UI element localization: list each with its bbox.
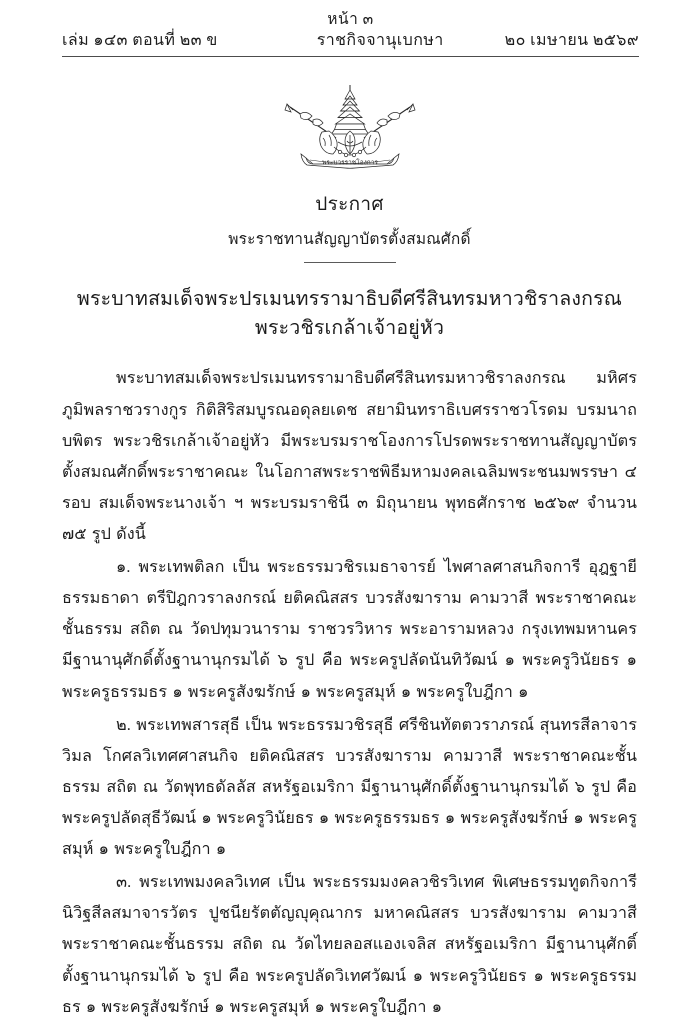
header-divider (62, 56, 639, 57)
appointment-item-1: ๑. พระเทพติลก เป็น พระธรรมวชิรเมธาจารย์ ไพศาลศาสนกิจการี อุฎฐายีธรรมธาดา ตรีปิฎกวราลงกรณ์ ยติคณิสสร บวรสังฆาราม คามวาสี พระราชาคณะชั้นธรรม สถิต ณ วัดปทุมวนาราม ราชวรวิหาร พระอารามหลวง กรุงเทพมหานคร มีฐานานุศักดิ์ตั้งฐานานุกรมได้ ๖ รูป คือ พระครูปลัดนันทิวัฒน์ ๑ พระครูวินัยธร ๑ พระครูธรรมธร ๑ พระครูสังฆรักษ์ ๑ พระครูสมุห์ ๑ พระครูใบฎีกา ๑ (62, 558, 637, 701)
title-divider (304, 262, 396, 263)
announcement-heading: ประกาศ (315, 193, 384, 215)
document-body (0, 363, 699, 1022)
royal-name-block (0, 285, 699, 344)
volume-issue-label: เล่ม ๑๔๓ ตอนที่ ๒๓ ข (62, 32, 218, 50)
emblem-container (0, 79, 699, 175)
royal-name-line-1: พระบาทสมเด็จพระปรเมนทรรามาธิบดีศรีสินทรมหาวชิราลงกรณ (76, 288, 623, 310)
announcement-subheading: พระราชทานสัญญาบัตรตั้งสมณศักดิ์ (228, 230, 471, 248)
emblem-banner-text: พระบวรราชโองการ (321, 159, 378, 167)
running-head-row (62, 30, 639, 52)
thai-royal-crest-icon (270, 79, 430, 175)
publication-name: ราชกิจจานุเบกษา (316, 32, 444, 50)
preamble-paragraph: พระบาทสมเด็จพระปรเมนทรรามาธิบดีศรีสินทรมหาวชิราลงกรณ มหิศรภูมิพลราชวรางกูร กิติสิริสมบูรณอดุลยเดช สยามินทราธิเบศรราชวโรดม บรมนาถบพิตร พระวชิรเกล้าเจ้าอยู่หัว มีพระบรมราชโองการโปรดพระราชทานสัญญาบัตรตั้งสมณศักดิ์พระราชาคณะ ในโอกาสพระราชพิธีมหามงคลเฉลิมพระชนมพรรษา ๔ รอบ สมเด็จพระนางเจ้า ฯ พระบรมราชินี ๓ มิถุนายน พุทธศักราช ๒๕๖๙ จำนวน ๗๕ รูป ดังนี้ (62, 369, 637, 544)
royal-name-line-2: พระวชิรเกล้าเจ้าอยู่หัว (254, 318, 445, 340)
appointment-item-2: ๒. พระเทพสารสุธี เป็น พระธรรมวชิรสุธี ศรีชินทัตตวราภรณ์ สุนทรสีลาจารวิมล โกศลวิเทศศาสนกิจ ยติคณิสสร บวรสังฆาราม คามวาสี พระราชาคณะชั้นธรรม สถิต ณ วัดพุทธดัลลัส สหรัฐอเมริกา มีฐานานุศักดิ์ตั้งฐานานุกรมได้ ๖ รูป คือ พระครูปลัดสุธีวัฒน์ ๑ พระครูวินัยธร ๑ พระครูธรรมธร ๑ พระครูสังฆรักษ์ ๑ พระครูสมุห์ ๑ พระครูใบฎีกา ๑ (62, 715, 637, 859)
page-number-label: หน้า ๓ (327, 11, 374, 28)
publication-date: ๒๐ เมษายน ๒๕๖๙ (504, 32, 639, 50)
running-head (0, 0, 699, 57)
appointment-item-3: ๓. พระเทพมงคลวิเทศ เป็น พระธรรมมงคลวชิรวิเทศ พิเศษธรรมทูตกิจการี นิวิฐสีลสมาจารวัตร ปูชนียรัตตัญญุคุณากร มหาคณิสสร บวรสังฆาราม คามวาสี พระราชาคณะชั้นธรรม สถิต ณ วัดไทยลอสแองเจลิส สหรัฐอเมริกา มีฐานานุศักติ์ตั้งฐานานุกรมได้ ๖ รูป คือ พระครูปลัดวิเทศวัฒน์ ๑ พระครูวินัยธร ๑ พระครูธรรมธร ๑ พระครูสังฆรักษ์ ๑ พระครูสมุห์ ๑ พระครูใบฎีกา ๑ (62, 873, 637, 1016)
